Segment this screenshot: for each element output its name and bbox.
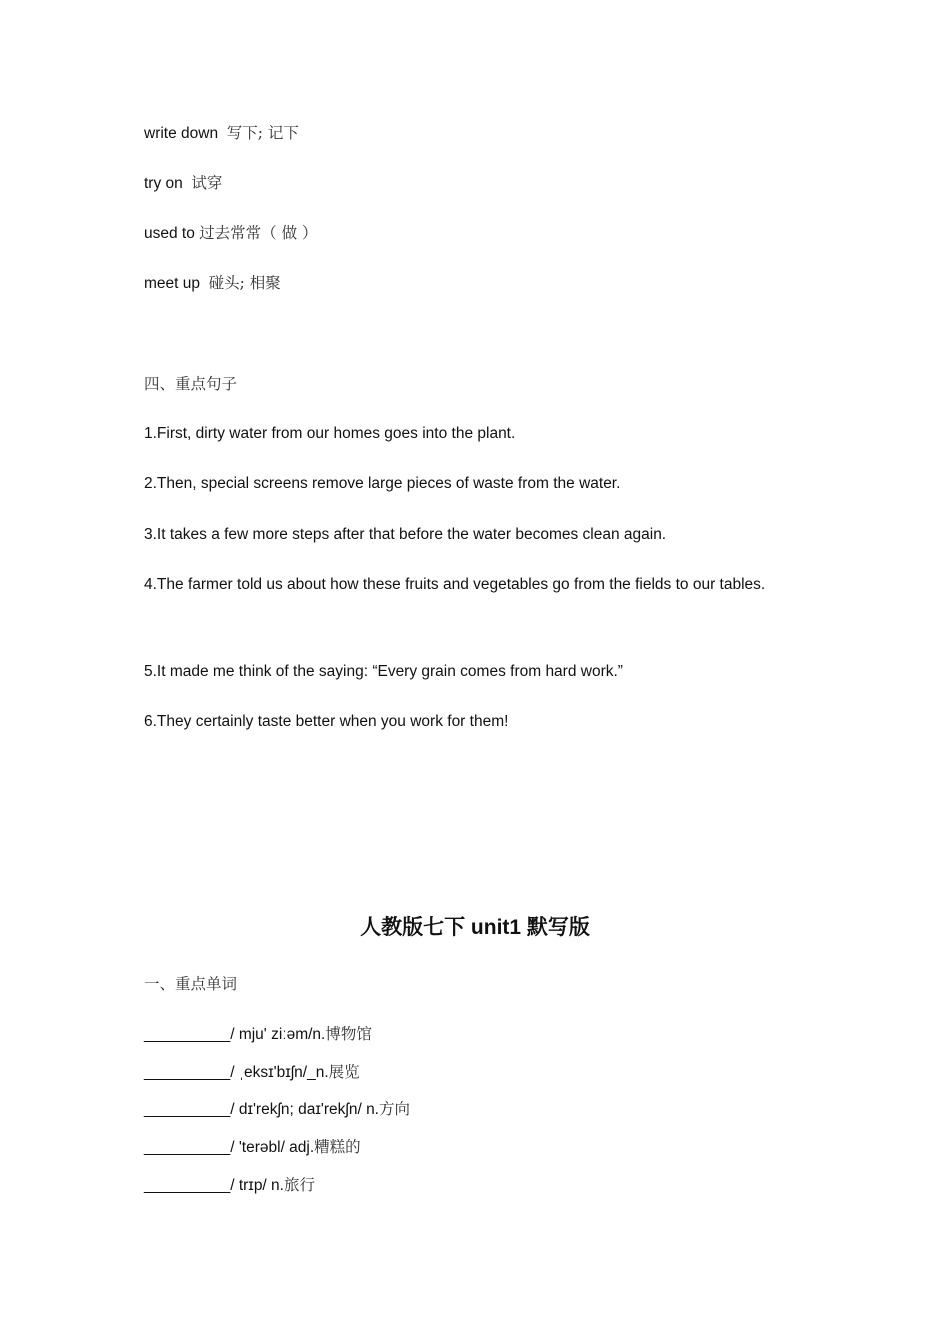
answer-blank: __________ [144, 1101, 231, 1118]
word-phonetic: / trɪp/ n. [230, 1177, 284, 1194]
word-meaning: 旅行 [283, 1176, 315, 1194]
phrase-chinese: 写下; 记下 [226, 124, 299, 142]
phrase-chinese: 试穿 [191, 174, 223, 192]
document-title: 人教版七下 unit1 默写版 [360, 916, 590, 939]
dictation-word-item [144, 1062, 360, 1083]
word-phonetic: / mju' ziːəm/n. [230, 1026, 326, 1043]
sentence-item: 2.Then, special screens remove large pieces of waste from the water. [144, 475, 621, 492]
sentence-item: 6.They certainly taste better when you work for them! [144, 713, 509, 730]
phrase-item [144, 223, 318, 244]
word-meaning: 展览 [328, 1063, 360, 1081]
word-phonetic: / ˌeksɪ'bɪʃn/_n. [230, 1064, 329, 1081]
word-meaning: 博物馆 [325, 1025, 372, 1043]
answer-blank: __________ [144, 1139, 231, 1156]
sentence-item: 5.It made me think of the saying: “Every grain comes from hard work.” [144, 663, 623, 680]
section-heading-sentences: 四、重点句子 [144, 375, 238, 393]
phrase-english: try on [144, 175, 183, 192]
phrase-english: used to [144, 225, 195, 242]
phrase-item [144, 173, 222, 194]
phrase-item [144, 273, 281, 294]
sentence-item: 4.The farmer told us about how these fruits and vegetables go from the fields to our tables. [144, 576, 766, 593]
sentence-item: 3.It takes a few more steps after that before the water becomes clean again. [144, 526, 667, 543]
dictation-word-item [144, 1137, 361, 1158]
section-heading-words: 一、重点单词 [144, 975, 238, 993]
phrase-english: meet up [144, 275, 201, 292]
sentence-item: 1.First, dirty water from our homes goes into the plant. [144, 425, 516, 442]
word-phonetic: / 'terəbl/ adj. [230, 1139, 315, 1156]
word-phonetic: / dɪ'rekʃn; daɪ'rekʃn/ n. [230, 1101, 379, 1118]
phrase-item [144, 123, 299, 144]
answer-blank: __________ [144, 1026, 231, 1043]
phrase-english: write down [144, 125, 219, 142]
dictation-word-item [144, 1099, 410, 1120]
dictation-word-item [144, 1024, 372, 1045]
dictation-word-item [144, 1175, 315, 1196]
phrase-chinese: 碰头; 相聚 [208, 274, 281, 292]
word-meaning: 方向 [379, 1100, 411, 1118]
phrase-chinese: 过去常常（ 做 ） [199, 224, 318, 242]
answer-blank: __________ [144, 1064, 231, 1081]
answer-blank: __________ [144, 1177, 231, 1194]
word-meaning: 糟糕的 [314, 1138, 361, 1156]
